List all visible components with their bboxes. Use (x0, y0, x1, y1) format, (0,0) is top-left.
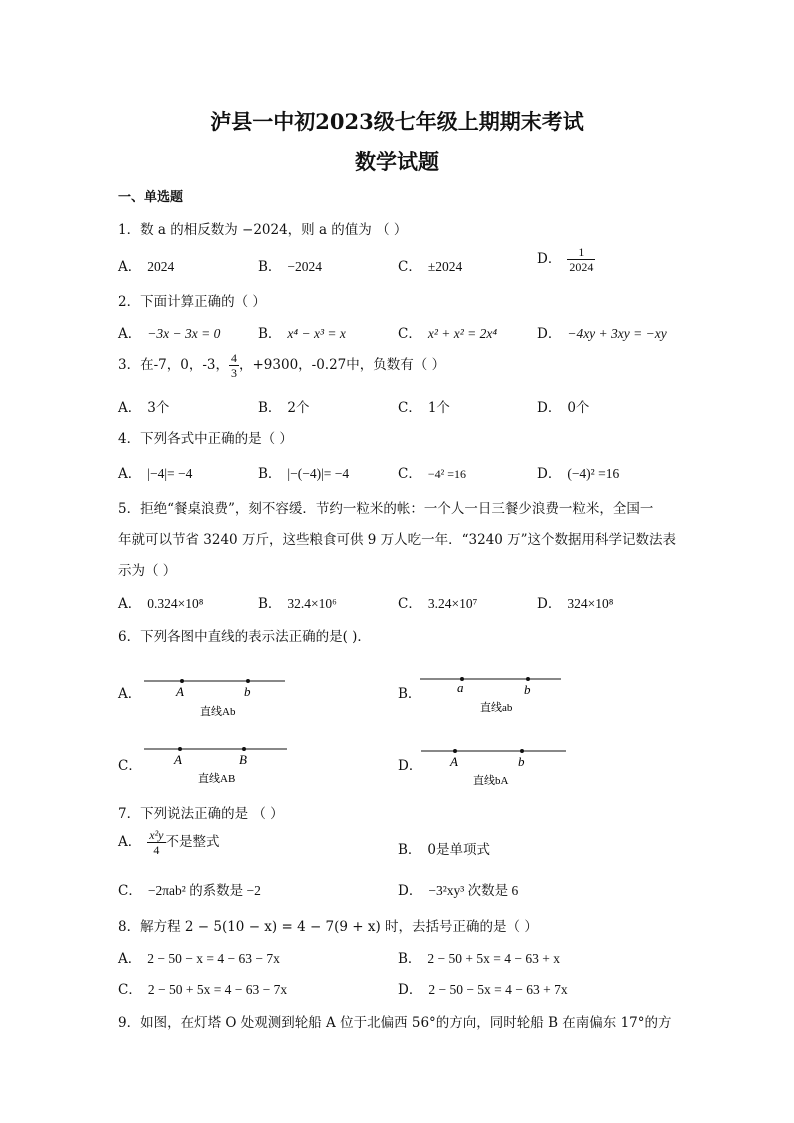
q8-option-c: C． 2 − 50 + 5x = 4 − 63 − 7x (118, 982, 288, 998)
question-5-line-1: 5．拒绝“餐桌浪费”，刻不容缓．节约一粒米的帐：一个人一日三餐少浪费一粒米，全国一 (118, 501, 654, 517)
q6-option-a-letter: A． (118, 686, 142, 702)
point-dot (180, 679, 184, 683)
section-heading: 一、单选题 (118, 190, 184, 205)
figure-caption: 直线Ab (200, 706, 236, 718)
q8-option-b: B． 2 − 50 + 5x = 4 − 63 + x (398, 951, 560, 967)
question-6-stem: 6．下列各图中直线的表示法正确的是( )． (118, 629, 371, 645)
question-5-line-2: 年就可以节省 3240 万斤，这些粮食可供 9 万人吃一年．“3240 万”这个数据用科学记数法表 (118, 532, 677, 548)
question-4-stem: 4．下列各式中正确的是（ ） (118, 431, 293, 447)
point-dot (246, 679, 250, 683)
q7-option-b: B． 0是单项式 (398, 842, 491, 858)
q8-option-a: A． 2 − 50 − x = 4 − 63 − 7x (118, 951, 280, 967)
figure-caption: 直线ab (480, 702, 513, 714)
question-5-line-3: 示为（ ） (118, 563, 177, 579)
figure-caption: 直线AB (198, 773, 236, 785)
point-dot (453, 749, 457, 753)
question-9-stem: 9．如图，在灯塔 O 处观测到轮船 A 位于北偏西 56°的方向，同时轮船 B 在南偏东 17°的方 (118, 1015, 672, 1031)
point-label: b (524, 682, 531, 697)
q6-figure-b (418, 668, 568, 718)
q6-option-b-letter: B． (398, 686, 422, 702)
q3-option-d: D． 0个 (537, 400, 590, 416)
point-label: a (457, 680, 464, 695)
question-3-stem: 3．在-7，0，-3， $\frac{4}{3}$ ，+9300，-0.27中，负数有（ ） (118, 351, 446, 380)
q2-option-c: C． x² + x² = 2x⁴ (398, 326, 498, 342)
point-label: b (518, 754, 525, 769)
q1-option-d: D． $\frac{1}{2024}$ (537, 245, 594, 274)
q3-option-a: A． 3个 (118, 400, 170, 416)
point-label: A (176, 684, 184, 699)
question-2-stem: 2．下面计算正确的（ ） (118, 294, 266, 310)
q1-option-c: C． ±2024 (398, 259, 463, 275)
q4-option-a: A． |−4|= −4 (118, 466, 193, 482)
exam-title: 泸县一中初2023级七年级上期期末考试 (210, 109, 584, 134)
q8-option-d: D． 2 − 50 − 5x = 4 − 63 + 7x (398, 982, 568, 998)
q5-option-c: C． 3.24×10⁷ (398, 596, 478, 612)
q7-fraction: $\frac{\text{x²y}}{4}$ (149, 828, 164, 857)
q6-option-c-letter: C． (118, 758, 142, 774)
point-label: A (450, 754, 458, 769)
q4-option-c: C． −4² =16 (398, 466, 466, 482)
question-1-stem: 1．数 a 的相反数为 −2024，则 a 的值为 （ ） (118, 222, 408, 238)
question-7-stem: 7．下列说法正确的是 （ ） (118, 806, 284, 822)
q5-option-a: A． 0.324×10⁸ (118, 596, 204, 612)
q6-option-d-letter: D． (398, 758, 423, 774)
point-label: b (244, 684, 251, 699)
q2-option-a: A． −3x − 3x = 0 (118, 326, 221, 342)
point-label: B (239, 752, 247, 767)
q4-option-d: D． (−4)² =16 (537, 466, 620, 482)
point-dot (526, 677, 530, 681)
point-dot (178, 747, 182, 751)
figure-caption: 直线bA (473, 775, 509, 787)
q6-figure-c (140, 738, 290, 788)
q5-option-d: D． 324×10⁸ (537, 596, 614, 612)
q3-option-c: C． 1个 (398, 400, 450, 416)
q2-option-d: D． −4xy + 3xy = −xy (537, 326, 667, 342)
q1-option-a: A． 2024 (118, 259, 175, 275)
q6-figure-a (140, 670, 290, 720)
q6-figure-d (418, 740, 568, 790)
q7-option-c: C． −2πab² 的系数是 −2 (118, 883, 261, 899)
q4-option-b: B． |−(−4)|= −4 (258, 466, 350, 482)
point-dot (242, 747, 246, 751)
q1-fraction: $\frac{1}{2024}$ (569, 245, 594, 274)
q7-option-d: D． −3²xy³ 次数是 6 (398, 883, 519, 899)
q1-option-b: B． −2024 (258, 259, 323, 275)
exam-subtitle: 数学试题 (355, 149, 439, 174)
q7-option-a: A． $\frac{\text{x²y}}{4}$ 不是整式 (118, 828, 220, 857)
q2-option-b: B． x⁴ − x³ = x (258, 326, 346, 342)
q3-option-b: B． 2个 (258, 400, 310, 416)
point-dot (520, 749, 524, 753)
question-8-stem: 8．解方程 2 − 5(10 − x) = 4 − 7(9 + x) 时，去括号正确的是（ ） (118, 919, 538, 935)
q3-fraction: $\frac{4}{3}$ (230, 351, 237, 380)
q5-option-b: B． 32.4×10⁶ (258, 596, 337, 612)
point-label: A (174, 752, 182, 767)
